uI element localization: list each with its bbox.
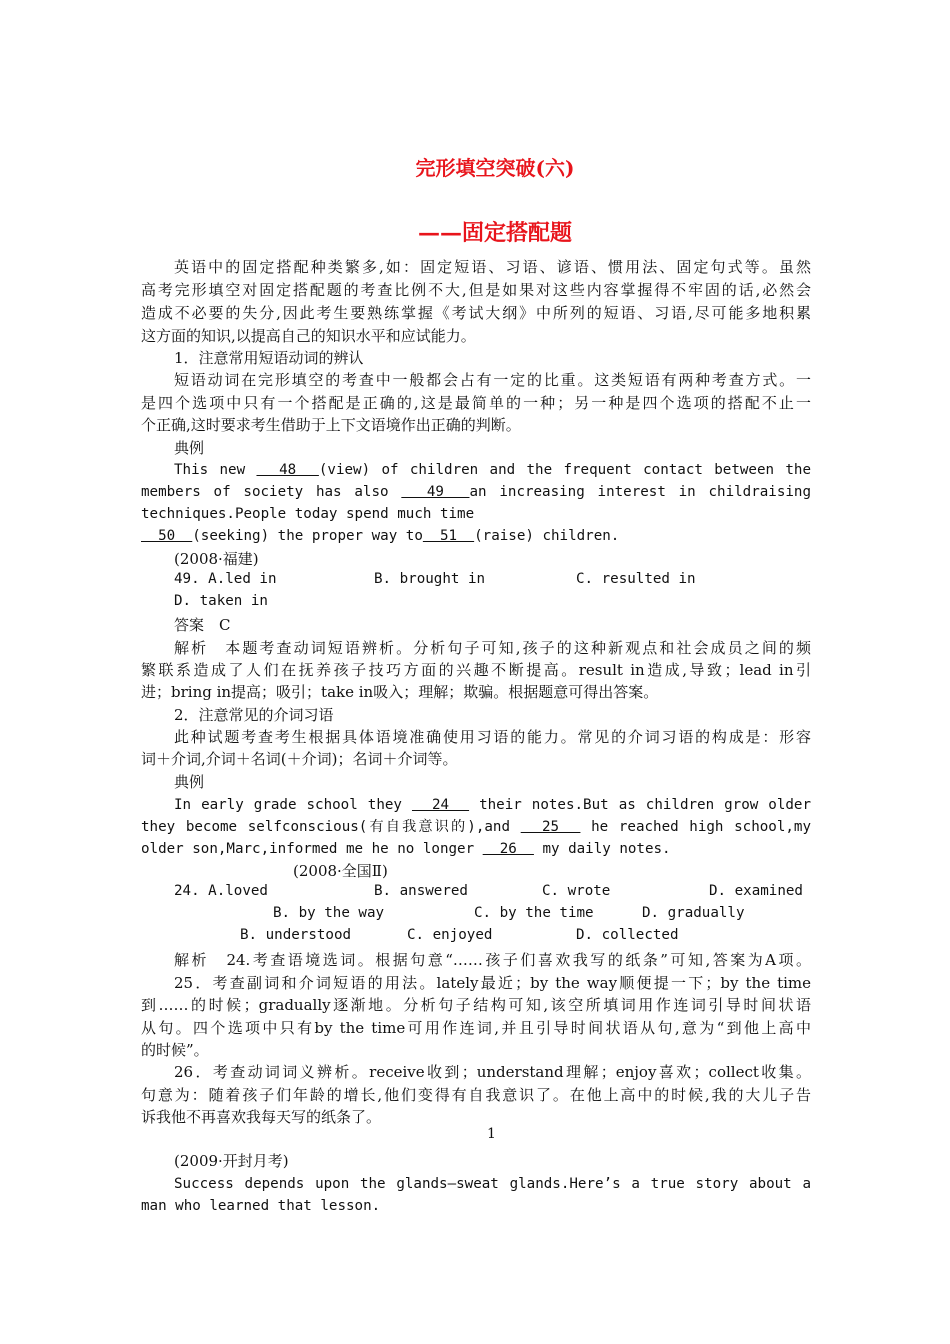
option-d: D. collected: [576, 927, 679, 943]
example-line: they become selfconscious(有自我意识的),and 25 he reached high school,my: [141, 819, 812, 835]
example-line: techniques.People today spend much time: [141, 506, 475, 522]
option-c: C. resulted in: [576, 571, 696, 587]
passage-line: Success depends upon the glands—sweat glands.Here’s a true story about a: [174, 1176, 811, 1192]
answer-line: 答案 C: [174, 616, 231, 634]
option-c: C. by the time: [474, 905, 594, 921]
example-line: In early grade school they 24 their notes.But as children grow older: [174, 797, 811, 813]
blank-24: 24: [411, 797, 470, 813]
example-line: 50 (seeking) the proper way to 51 (raise) children.: [141, 528, 620, 544]
option-c: C. enjoyed: [407, 927, 493, 943]
intro-line: 造成不必要的失分,因此考生要熟练掌握《考试大纲》中所列的短语、习语,尽可能多地积累: [141, 304, 811, 322]
blank-25: 25: [520, 819, 581, 835]
section2-heading: 2．注意常见的介词习语: [174, 706, 334, 724]
section2-body-line: 此种试题考查考生根据具体语境准确使用习语的能力。常见的介词习语的构成是：形容: [174, 728, 811, 746]
analysis-line: 句意为：随着孩子们年龄的增长,他们变得有自我意识了。在他上高中的时候,我的大儿子告: [141, 1086, 811, 1104]
analysis-line: 诉我他不再喜欢我每天写的纸条了。: [141, 1108, 382, 1126]
analysis-line: 26．考查动词词义辨析。receive收到；understand理解；enjoy喜欢；collect收集。: [174, 1063, 811, 1081]
option-b: B. answered: [374, 883, 468, 899]
example-line: members of society has also 49 an increasing interest in childraising: [141, 484, 811, 500]
example-line: This new 48 (view) of children and the frequent contact between the: [174, 462, 811, 478]
section1-heading: 1．注意常用短语动词的辨认: [174, 349, 364, 367]
example-label: 典例: [174, 773, 205, 791]
analysis-line: 的时候”。: [141, 1041, 209, 1059]
option-b: B. brought in: [374, 571, 486, 587]
blank-49: 49: [401, 484, 470, 500]
option-a: 49. A.led in: [174, 571, 277, 587]
example-label: 典例: [174, 439, 205, 457]
option-d: D. taken in: [174, 593, 268, 609]
option-b: B. by the way: [273, 905, 385, 921]
analysis-line: 从句。四个选项中只有by the time可用作连词,并且引导时间状语从句,意为“到他上高中: [141, 1019, 811, 1037]
blank-26: 26: [482, 841, 534, 857]
option-d: D. gradually: [642, 905, 745, 921]
page-subtitle: ——固定搭配题: [417, 220, 572, 246]
page-number: 1: [487, 1126, 496, 1142]
analysis-line: 到……的时候；gradually逐渐地。分析句子结构可知,该空所填词用作连词引导时间状语: [141, 996, 811, 1014]
option-c: C. wrote: [542, 883, 611, 899]
analysis-line: 繁联系造成了人们在抚养孩子技巧方面的兴趣不断提高。result in造成,导致；lead in引: [141, 661, 811, 679]
blank-50: 50: [141, 528, 193, 544]
example-line: older son,Marc,informed me he no longer 26 my daily notes.: [141, 841, 671, 857]
passage-line: man who learned that lesson.: [141, 1198, 381, 1214]
blank-51: 51: [422, 528, 475, 544]
section1-body-line: 短语动词在完形填空的考查中一般都会占有一定的比重。这类短语有两种考查方式。一: [174, 371, 811, 389]
analysis-line: 解析 24.考查语境选词。根据句意“……孩子们喜欢我写的纸条”可知,答案为A项。: [174, 951, 811, 969]
source-label: (2008·全国Ⅱ): [293, 862, 388, 880]
intro-line: 英语中的固定搭配种类繁多,如：固定短语、习语、谚语、惯用法、固定句式等。虽然: [174, 258, 811, 276]
intro-line: 高考完形填空对固定搭配题的考查比例不大,但是如果对这些内容掌握得不牢固的话,必然会: [141, 281, 811, 299]
source-label: (2009·开封月考): [174, 1152, 289, 1170]
intro-line: 这方面的知识,以提高自己的知识水平和应试能力。: [141, 327, 476, 345]
blank-48: 48: [256, 462, 319, 478]
analysis-line: 25．考查副词和介词短语的用法。lately最近；by the way顺便提一下；by the time: [174, 974, 811, 992]
option-a: 24. A.loved: [174, 883, 268, 899]
page-title: 完形填空突破(六): [415, 156, 575, 180]
option-d: D. examined: [709, 883, 803, 899]
section1-body-line: 是四个选项中只有一个搭配是正确的,这是最简单的一种；另一种是四个选项的搭配不止一: [141, 394, 811, 412]
section2-body-line: 词＋介词,介词＋名词(＋介词)；名词＋介词等。: [141, 750, 458, 768]
source-label: (2008·福建): [174, 550, 259, 568]
section1-body-line: 个正确,这时要求考生借助于上下文语境作出正确的判断。: [141, 416, 521, 434]
option-b: B. understood: [240, 927, 352, 943]
analysis-line: 解析 本题考查动词短语辨析。分析句子可知,孩子的这种新观点和社会成员之间的频: [174, 639, 811, 657]
analysis-line: 进；bring in提高；吸引；take in吸入；理解；欺骗。根据题意可得出答案。: [141, 683, 659, 701]
